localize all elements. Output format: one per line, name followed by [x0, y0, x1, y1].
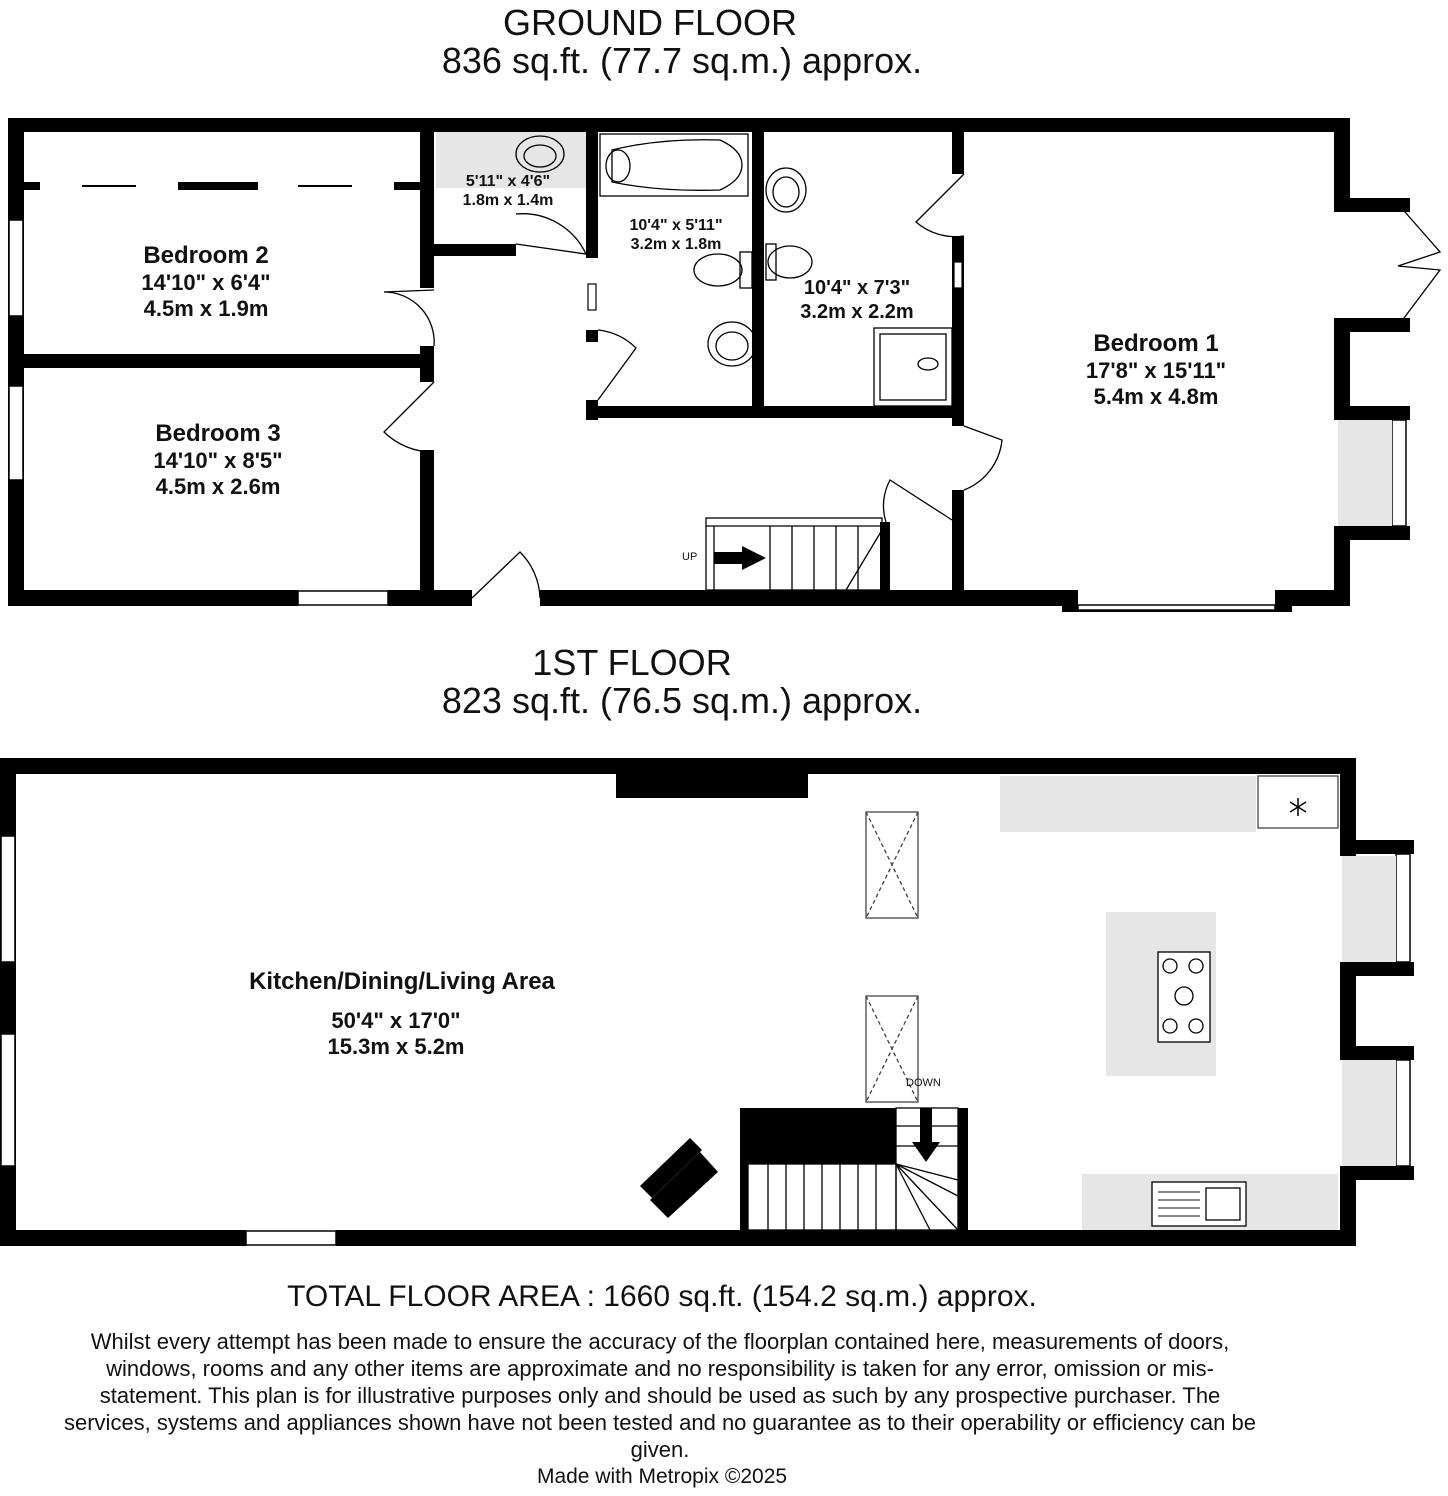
room-size-metric: 3.2m x 1.8m [630, 236, 722, 253]
stair-down-label: DOWN [906, 1077, 941, 1089]
room-ensuite [772, 276, 942, 324]
room-wc [438, 172, 578, 210]
room-size-imperial: 5'11" x 4'6" [465, 173, 551, 190]
room-size-imperial: 50'4" x 17'0" [331, 1008, 461, 1033]
room-size-metric: 3.2m x 2.2m [800, 301, 914, 323]
room-size-metric: 1.8m x 1.4m [462, 192, 554, 209]
room-bedroom-1 [1036, 330, 1276, 410]
ground-floor-title: GROUND FLOOR [502, 2, 797, 43]
room-name: Kitchen/Dining/Living Area [249, 968, 555, 995]
chair-icon [640, 1138, 718, 1218]
room-size-metric: 4.5m x 1.9m [143, 296, 269, 321]
first-floor-title: 1ST FLOOR [532, 642, 732, 683]
ground-floor-area: 836 sq.ft. (77.7 sq.m.) approx. [441, 40, 923, 81]
room-size-metric: 4.5m x 2.6m [155, 474, 281, 499]
room-bedroom-3 [108, 420, 328, 500]
room-size-imperial: 14'10" x 6'4" [141, 270, 271, 295]
total-floor-area: TOTAL FLOOR AREA : 1660 sq.ft. (154.2 sq.m.) approx. [287, 1280, 1037, 1313]
room-size-metric: 5.4m x 4.8m [1093, 384, 1219, 409]
room-size-metric: 15.3m x 5.2m [327, 1034, 465, 1059]
room-size-imperial: 10'4" x 7'3" [803, 277, 911, 299]
disclaimer: Whilst every attempt has been made to ensure the accuracy of the floorplan contained here, measurements of doors, windows, rooms and any other items are approximate and no responsibility is taken for any error, omission or mis-statement. This plan is for illustrative purposes only and should be used as such by any prospective purchaser. The services, systems and appliances shown have not been tested and no guarantee as to their operability or efficiency can be given. [64, 1329, 1256, 1462]
first-floor-area: 823 sq.ft. (76.5 sq.m.) approx. [441, 680, 923, 721]
room-bedroom-2 [96, 242, 316, 322]
room-kitchen-dining-living [200, 968, 604, 1060]
room-size-imperial: 14'10" x 8'5" [153, 448, 283, 473]
room-size-imperial: 10'4" x 5'11" [629, 217, 723, 234]
room-size-imperial: 17'8" x 15'11" [1085, 358, 1227, 383]
credit: Made with Metropix ©2025 [536, 1465, 788, 1488]
stair-up-arrow [714, 546, 766, 570]
ground-floor-fixtures [436, 132, 1392, 526]
room-name: Bedroom 1 [1093, 330, 1219, 357]
stair-up-label: UP [682, 551, 698, 563]
stair-down-arrow [912, 1108, 940, 1162]
room-name: Bedroom 2 [143, 242, 269, 269]
room-name: Bedroom 3 [155, 420, 281, 447]
room-bathroom [606, 216, 746, 254]
